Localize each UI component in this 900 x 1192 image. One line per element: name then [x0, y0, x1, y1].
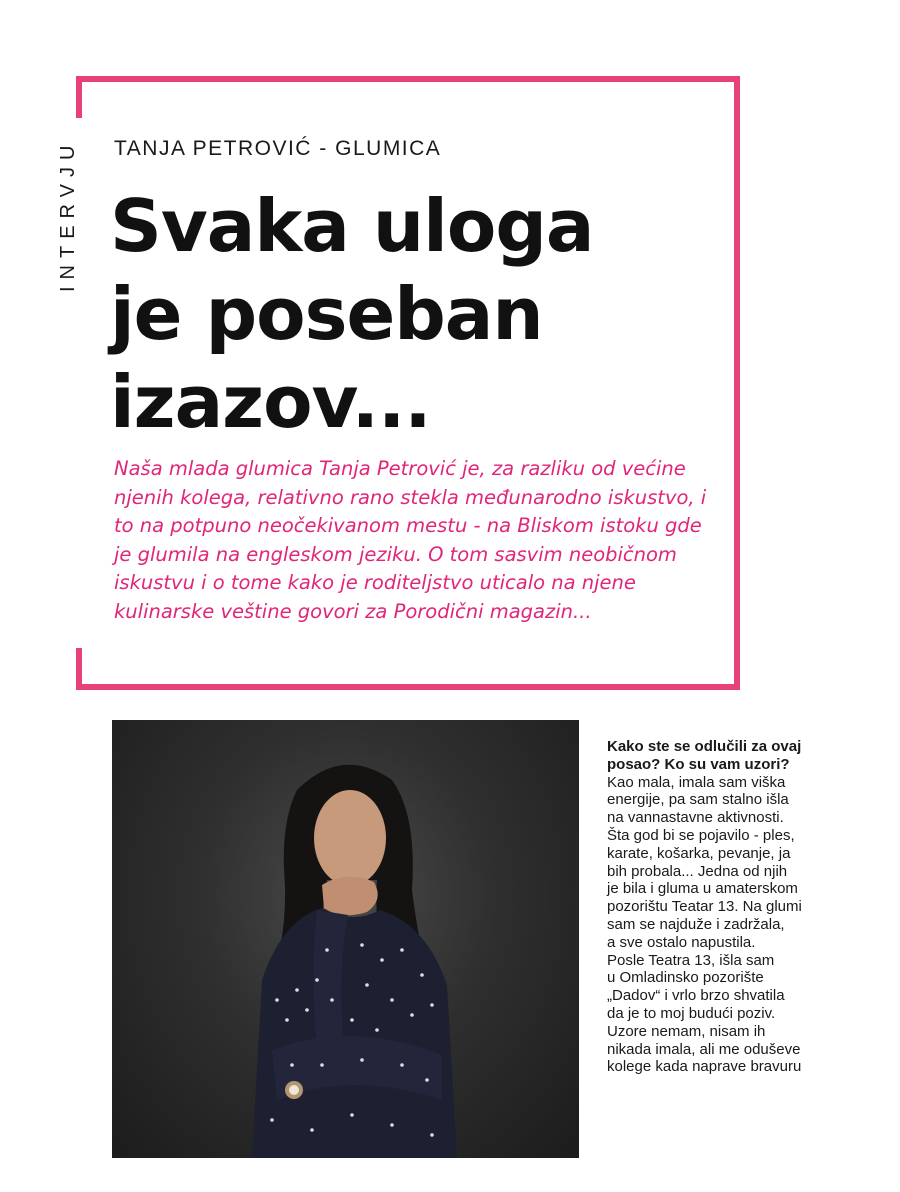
- interview-text: [607, 738, 827, 1076]
- frame-left-border-bottom: [76, 648, 82, 690]
- interview-answer: [607, 774, 827, 1077]
- portrait-photo: [112, 720, 579, 1158]
- answer-line: Posle Teatra 13, išla sam: [607, 951, 775, 969]
- headline: [110, 182, 710, 446]
- frame-top-border: [76, 76, 740, 82]
- answer-line: sam se najduže i zadržala,: [607, 915, 785, 933]
- answer-line: kolege kada naprave bravuru: [607, 1058, 802, 1076]
- answer-line: a sve ostalo napustila.: [607, 933, 756, 951]
- frame-right-border: [734, 76, 740, 690]
- answer-line: Šta god bi se pojavilo - ples,: [607, 826, 795, 844]
- answer-line: je bila i gluma u amaterskom: [607, 880, 798, 898]
- frame-bottom-border: [76, 684, 740, 690]
- answer-line: energije, pa sam stalno išla: [607, 791, 789, 809]
- section-label: INTERVJU: [57, 138, 79, 292]
- answer-line: pozorištu Teatar 13. Na glumi: [607, 898, 802, 916]
- answer-line: u Omladinsko pozorište: [607, 969, 764, 987]
- answer-line: da je to moj budući poziv.: [607, 1004, 776, 1022]
- portrait-illustration: [112, 720, 579, 1158]
- interview-question: Kako ste se odlučili za ovaj posao? Ko su vam uzori?: [607, 738, 802, 773]
- answer-line: na vannastavne aktivnosti.: [607, 809, 784, 827]
- answer-line: „Dadov“ i vrlo brzo shvatila: [607, 987, 785, 1005]
- lead-paragraph: Naša mlada glumica Tanja Petrović je, za razliku od većine njenih kolega, relativno rano stekla međunarodno iskustvo, i to na potpuno neočekivanom mestu - na Bliskom istoku gde je glumila na engleskom jeziku. O tom sasvim neobičnom iskustvu i o tome kako je roditeljstvo uticalo na njene kulinarske veštine govori za Porodični magazin...: [114, 457, 707, 623]
- frame-left-border-top: [76, 76, 82, 118]
- answer-line: nikada imala, ali me oduševe: [607, 1040, 801, 1058]
- headline-line: je poseban: [110, 272, 543, 356]
- answer-line: Kao mala, imala sam viška: [607, 773, 786, 791]
- answer-line: Uzore nemam, nisam ih: [607, 1022, 766, 1040]
- byline: TANJA PETROVIĆ - GLUMICA: [114, 137, 442, 160]
- answer-line: bih probala... Jedna od njih: [607, 862, 788, 880]
- answer-line: karate, košarka, pevanje, ja: [607, 844, 791, 862]
- headline-line: izazov...: [110, 360, 431, 444]
- headline-line: Svaka uloga: [110, 184, 594, 268]
